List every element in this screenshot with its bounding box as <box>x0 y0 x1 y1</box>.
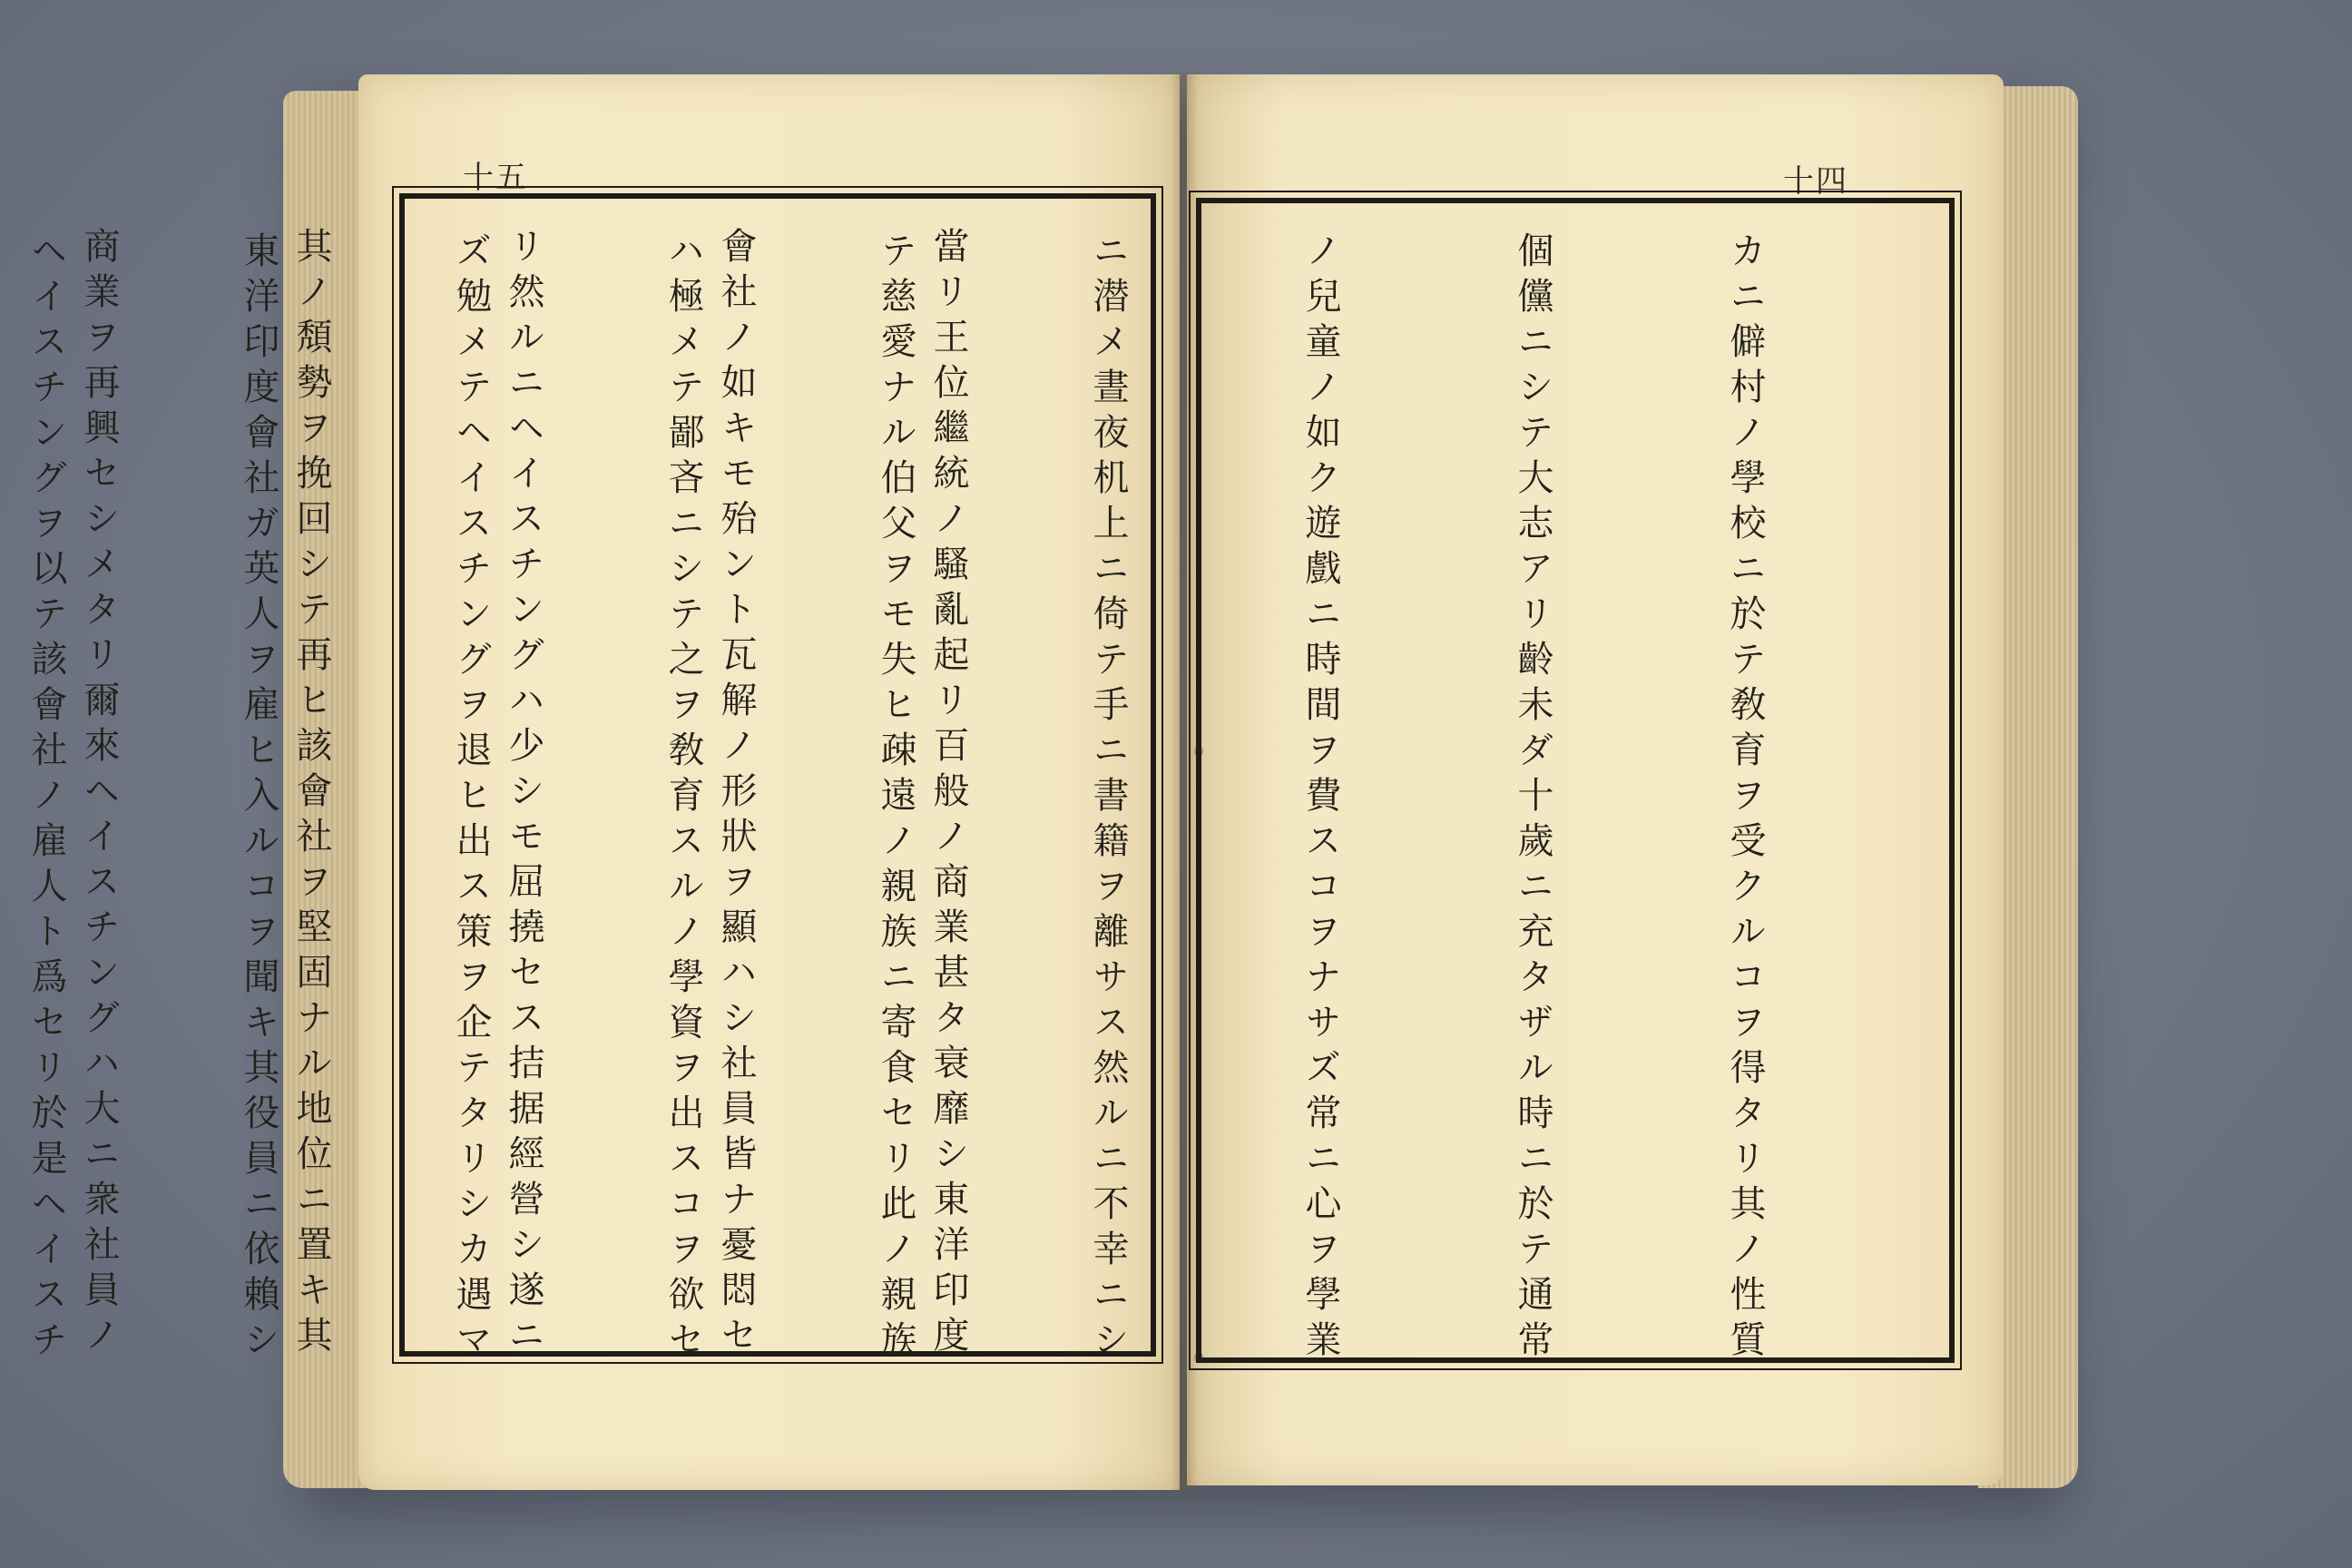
text-column: ヘイスチングヲ以テ該會社ノ雇人ト爲セリ於是ヘイスチ <box>25 231 67 1366</box>
text-column: ズ勉メテヘイスチングヲ退ヒ出ス策ヲ企テタリシカ遇マ <box>450 231 492 1366</box>
text-column: 會社ノ如キモ殆ント瓦解ノ形狀ヲ顯ハシ社員皆ナ憂悶セ <box>715 227 757 1361</box>
text-column: ハ極メテ鄙吝ニシテ之ヲ敎育スルノ學資ヲ出スコヲ欲セ <box>662 231 704 1366</box>
left-page-number: 十五 <box>463 160 528 196</box>
text-column: 商業ヲ再興セシメタリ爾來ヘイスチングハ大ニ衆社員ノ <box>78 227 120 1361</box>
text-column: ノ兒童ノ如ク遊戲ニ時間ヲ費スコヲナサズ常ニ心ヲ學業 <box>1299 231 1341 1366</box>
text-column: ニ潜メ晝夜机上ニ倚テ手ニ書籍ヲ離サス然ルニ不幸ニシ <box>1087 231 1129 1366</box>
text-column: 東洋印度會社ガ英人ヲ雇ヒ入ルコヲ聞キ其役員ニ依賴シ <box>238 231 279 1366</box>
text-column: 當リ王位繼統ノ騷亂起リ百般ノ商業甚タ衰靡シ東洋印度 <box>927 227 969 1361</box>
text-column: リ然ルニヘイスチングハ少シモ屈撓セス拮据經營シ遂ニ <box>503 227 544 1361</box>
right-page-number: 十四 <box>1783 163 1848 200</box>
text-column: テ慈愛ナル伯父ヲモ失ヒ疎遠ノ親族ニ寄食セリ此ノ親族 <box>875 231 916 1366</box>
text-column: カニ僻村ノ學校ニ於テ敎育ヲ受クルコヲ得タリ其ノ性質 <box>1724 231 1766 1366</box>
text-column: 個儻ニシテ大志アリ齡未ダ十歲ニ充タザル時ニ於テ通常 <box>1512 231 1553 1366</box>
text-column: 其ノ頽勢ヲ挽回シテ再ヒ該會社ヲ堅固ナル地位ニ置キ其 <box>290 227 332 1361</box>
